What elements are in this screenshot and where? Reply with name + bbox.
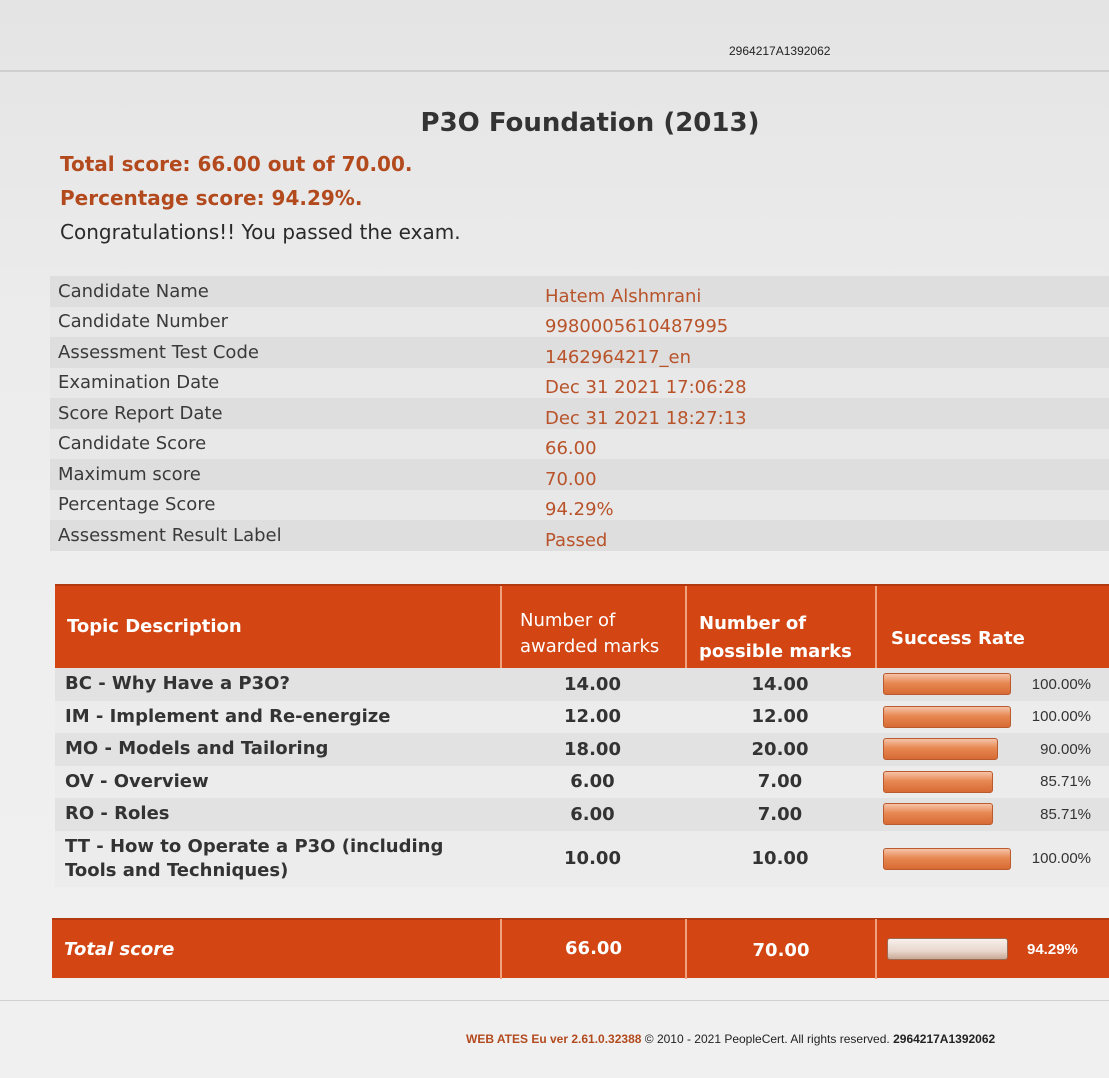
info-value: Dec 31 2021 18:27:13 xyxy=(545,407,747,429)
result-message: Congratulations!! You passed the exam. xyxy=(60,220,461,244)
success-rate-bar-track xyxy=(883,706,1013,728)
info-row xyxy=(50,520,1109,551)
header-topic: Topic Description xyxy=(67,616,242,637)
info-row xyxy=(50,459,1109,490)
success-rate xyxy=(875,738,1109,760)
success-rate-bar-track xyxy=(883,738,1013,760)
info-value: 9980005610487995 xyxy=(545,316,729,338)
possible-marks: 7.00 xyxy=(757,803,803,825)
topic-description: MO - Models and Tailoring xyxy=(65,738,329,760)
possible-marks: 20.00 xyxy=(751,738,809,760)
total-possible: 70.00 xyxy=(685,919,875,979)
total-score-row xyxy=(52,918,1109,978)
total-success-rate xyxy=(875,919,1109,979)
footer xyxy=(466,1032,995,1046)
awarded-marks: 6.00 xyxy=(570,771,615,793)
topic-row xyxy=(55,766,1109,799)
topic-row xyxy=(55,798,1109,831)
awarded-marks: 14.00 xyxy=(564,673,621,695)
success-rate xyxy=(875,848,1109,870)
info-row xyxy=(50,368,1109,399)
success-rate xyxy=(875,771,1109,793)
topic-description: OV - Overview xyxy=(65,770,209,792)
header-success-rate: Success Rate xyxy=(875,586,1109,668)
info-row xyxy=(50,398,1109,429)
possible-marks: 10.00 xyxy=(751,848,809,869)
info-label: Score Report Date xyxy=(58,402,223,424)
score-summary xyxy=(60,147,461,249)
document-id: 2964217A1392062 xyxy=(729,44,831,58)
total-awarded: 66.00 xyxy=(500,919,685,979)
info-value: Dec 31 2021 17:06:28 xyxy=(545,377,747,399)
awarded-marks: 10.00 xyxy=(564,848,621,869)
info-row xyxy=(50,307,1109,338)
header-awarded: Number of awarded marks xyxy=(500,586,685,668)
info-value: 66.00 xyxy=(545,438,597,460)
success-rate-bar-track xyxy=(883,771,1013,793)
info-label: Candidate Score xyxy=(58,433,207,455)
footer-copyright: © 2010 - 2021 PeopleCert. All rights reserved. xyxy=(644,1032,890,1046)
possible-marks: 12.00 xyxy=(751,706,809,728)
footer-doc-id: 2964217A1392062 xyxy=(893,1032,996,1046)
footer-product: WEB ATES Eu ver 2.61.0.32388 xyxy=(466,1032,642,1046)
awarded-marks: 12.00 xyxy=(564,706,621,728)
page-title: P3O Foundation (2013) xyxy=(420,108,760,138)
info-row xyxy=(50,490,1109,521)
success-rate-bar xyxy=(883,706,1011,728)
info-row xyxy=(50,429,1109,460)
total-rate-text: 94.29% xyxy=(1027,940,1078,958)
info-label: Percentage Score xyxy=(58,494,216,516)
total-label: Total score xyxy=(64,938,175,960)
topic-row xyxy=(55,668,1109,701)
info-value: 1462964217_en xyxy=(545,346,692,368)
topics-table-body xyxy=(55,668,1109,887)
info-label: Examination Date xyxy=(58,372,220,394)
success-rate-bar xyxy=(883,738,998,760)
success-rate-bar-track xyxy=(883,848,1013,870)
info-label: Assessment Result Label xyxy=(58,524,282,546)
success-rate-bar xyxy=(883,848,1011,870)
awarded-marks: 6.00 xyxy=(570,803,615,825)
topic-description: RO - Roles xyxy=(65,803,170,825)
success-rate xyxy=(875,803,1109,825)
success-rate-bar-track xyxy=(883,803,1013,825)
possible-marks: 14.00 xyxy=(751,673,809,695)
success-rate-bar-track xyxy=(883,673,1013,695)
header-possible: Number of possible marks xyxy=(685,586,875,668)
success-rate xyxy=(875,673,1109,695)
topic-row xyxy=(55,701,1109,734)
topic-description: IM - Implement and Re-energize xyxy=(65,705,391,727)
total-rate-bar xyxy=(887,938,1008,960)
success-rate-text: 100.00% xyxy=(1031,708,1091,726)
header-divider xyxy=(0,70,1109,72)
info-value: Hatem Alshmrani xyxy=(545,285,702,307)
total-score-text: Total score: 66.00 out of 70.00. xyxy=(60,152,413,176)
topic-description: TT - How to Operate a P3O (including Tools and Techniques) xyxy=(65,835,444,881)
topics-table-header xyxy=(55,584,1109,668)
topic-row xyxy=(55,733,1109,766)
info-label: Assessment Test Code xyxy=(58,341,259,363)
success-rate xyxy=(875,706,1109,728)
info-label: Candidate Name xyxy=(58,280,209,302)
info-value: 70.00 xyxy=(545,468,597,490)
topic-row xyxy=(55,831,1109,887)
success-rate-bar xyxy=(883,673,1011,695)
topic-description: BC - Why Have a P3O? xyxy=(65,673,290,695)
awarded-marks: 18.00 xyxy=(564,738,621,760)
total-rate-bar-track xyxy=(887,938,1017,960)
info-value: 94.29% xyxy=(545,499,614,521)
candidate-info-table xyxy=(50,276,1109,551)
success-rate-text: 85.71% xyxy=(1040,805,1091,823)
topics-table xyxy=(55,584,1109,887)
info-row xyxy=(50,337,1109,368)
info-label: Candidate Number xyxy=(58,311,229,333)
possible-marks: 7.00 xyxy=(757,771,803,793)
success-rate-bar xyxy=(883,771,993,793)
success-rate-text: 100.00% xyxy=(1031,675,1091,693)
success-rate-text: 85.71% xyxy=(1040,773,1091,791)
footer-divider xyxy=(0,1000,1109,1001)
success-rate-text: 100.00% xyxy=(1031,850,1091,867)
info-row xyxy=(50,276,1109,307)
percentage-score-text: Percentage score: 94.29%. xyxy=(60,186,363,210)
info-label: Maximum score xyxy=(58,463,201,485)
success-rate-bar xyxy=(883,803,993,825)
success-rate-text: 90.00% xyxy=(1040,740,1091,758)
info-value: Passed xyxy=(545,529,608,551)
